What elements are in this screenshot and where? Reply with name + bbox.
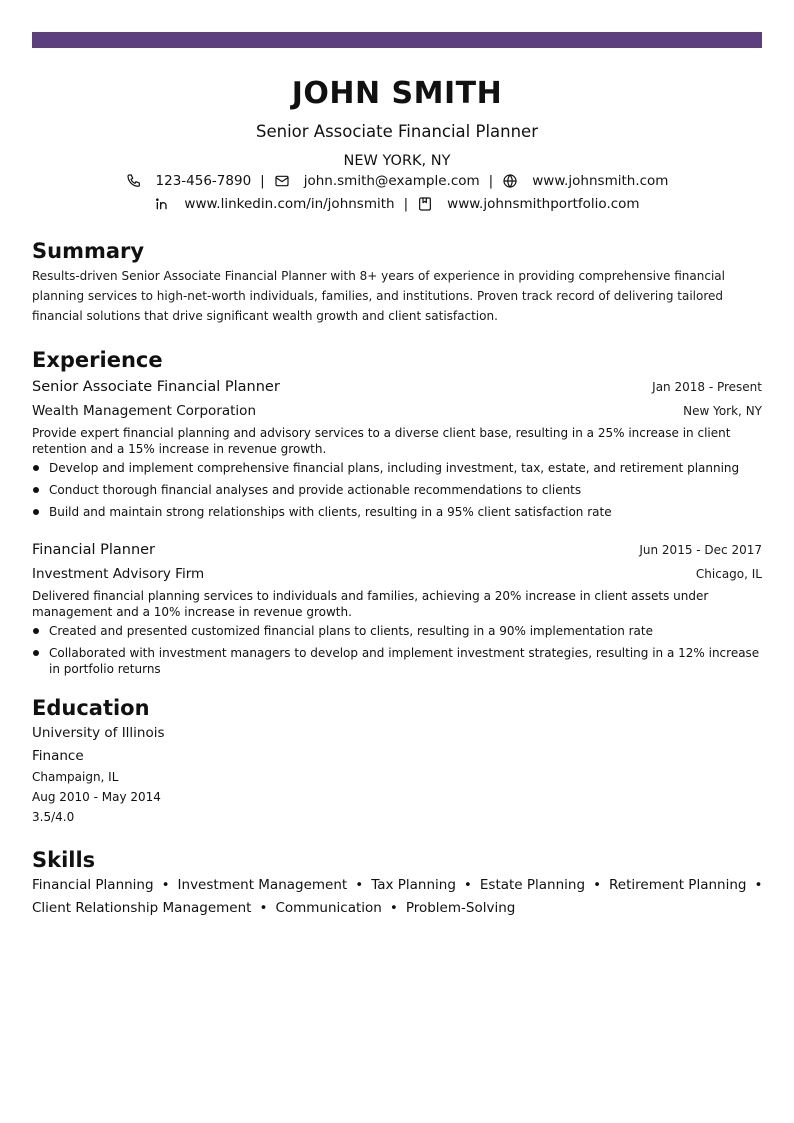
skill-separator: • [389,900,398,916]
list-item [32,645,762,677]
job-description: Delivered financial planning services to individuals and families, achieving a 20% increase in client assets under management and a 10% increase in revenue growth. [32,589,709,619]
job-dates: Jun 2015 - Dec 2017 [639,543,762,557]
skill-item: Estate Planning [479,877,586,893]
linkedin-contact [154,194,394,214]
list-item [32,623,762,639]
bullet-icon [33,628,39,634]
skill-separator: • [161,877,170,893]
job-company: Investment Advisory Firm [32,566,205,582]
education-section [32,695,762,827]
skills-list [32,874,762,920]
education-gpa: 3.5/4.0 [32,810,75,824]
skills-heading: Skills [32,848,96,872]
education-field: Finance [32,748,84,764]
job-description: Provide expert financial planning and advisory services to a diverse client base, resulting in a 25% increase in client retention and a 15% increase in revenue growth. [32,426,731,456]
summary-heading: Summary [32,239,145,263]
list-item [32,504,762,520]
summary-section [32,238,762,326]
job-company-row [32,562,762,586]
skill-separator: • [593,877,602,893]
phone-icon [126,173,142,189]
portfolio-link[interactable]: www.johnsmithportfolio.com [447,196,640,212]
contact-separator: | [260,173,265,189]
job-location: Chicago, IL [695,567,762,581]
linkedin-link[interactable]: www.linkedin.com/in/johnsmith [184,196,395,212]
contact-line-primary [32,171,762,191]
bullet-text: Develop and implement comprehensive financial plans, including investment, tax, estate, and retirement planning [49,461,740,475]
phone-contact [126,171,252,191]
job-bullets [32,623,762,677]
bullet-icon [33,487,39,493]
candidate-location: NEW YORK, NY [343,153,451,169]
bullet-icon [33,509,39,515]
bullet-text: Created and presented customized financial plans to clients, resulting in a 90% implementation rate [49,624,653,638]
contact-line-secondary [32,194,762,214]
resume-page [32,32,762,920]
skill-item: Investment Management [177,877,348,893]
skill-separator: • [463,877,472,893]
job-title-row [32,375,762,399]
skill-separator: • [355,877,364,893]
bullet-icon [33,465,39,471]
job-dates: Jan 2018 - Present [652,380,762,394]
candidate-title: Senior Associate Financial Planner [256,122,538,141]
job-title: Financial Planner [32,542,156,558]
header-accent-bar [32,32,762,48]
contact-separator: | [488,173,494,189]
skills-section [32,847,762,920]
candidate-name: JOHN SMITH [291,76,503,111]
skill-separator: • [259,900,268,916]
website-contact [502,171,668,191]
job-location: New York, NY [683,404,762,418]
phone-number[interactable]: 123-456-7890 [155,173,252,189]
email-contact [274,171,480,191]
skill-separator: • [754,877,763,893]
linkedin-icon [154,196,170,212]
skill-item: Communication [275,900,382,916]
job-title-row [32,538,762,562]
skill-item: Retirement Planning [609,877,747,893]
bullet-text: Conduct thorough financial analyses and provide actionable recommendations to clients [49,483,582,497]
bullet-text: Build and maintain strong relationships with clients, resulting in a 95% client satisfaction rate [49,505,612,519]
bullet-icon [33,650,39,656]
job-company-row [32,399,762,423]
bullet-text: Collaborated with investment managers to develop and implement investment strategies, resulting in a 12% increase in portfolio returns [49,646,760,676]
skill-item: Tax Planning [371,877,456,893]
globe-icon [502,173,518,189]
job-entry [32,538,762,677]
email-address[interactable]: john.smith@example.com [303,173,480,189]
education-dates: Aug 2010 - May 2014 [32,790,161,804]
list-item [32,460,762,476]
job-title: Senior Associate Financial Planner [32,379,280,395]
job-entry [32,375,762,520]
education-location: Champaign, IL [32,770,119,784]
summary-text: Results-driven Senior Associate Financial Planner with 8+ years of experience in providing comprehensive financial planning services to high-net-worth individuals, families, and institutions. Proven track record of delivering tailored financial solutions that drive significant wealth growth and client satisfaction. [32,269,725,323]
job-bullets [32,460,762,520]
list-item [32,482,762,498]
portfolio-icon [417,196,433,212]
resume-header [32,76,762,214]
experience-heading: Experience [32,348,163,372]
education-heading: Education [32,696,150,720]
email-icon [274,173,290,189]
website-link[interactable]: www.johnsmith.com [532,173,669,189]
skill-item: Problem-Solving [405,900,516,916]
education-school: University of Illinois [32,725,165,741]
skill-item: Financial Planning [32,877,154,893]
contact-separator: | [403,196,409,212]
portfolio-contact [417,194,639,214]
job-company: Wealth Management Corporation [32,403,256,419]
skill-item: Client Relationship Management [32,900,252,916]
experience-section [32,347,762,677]
